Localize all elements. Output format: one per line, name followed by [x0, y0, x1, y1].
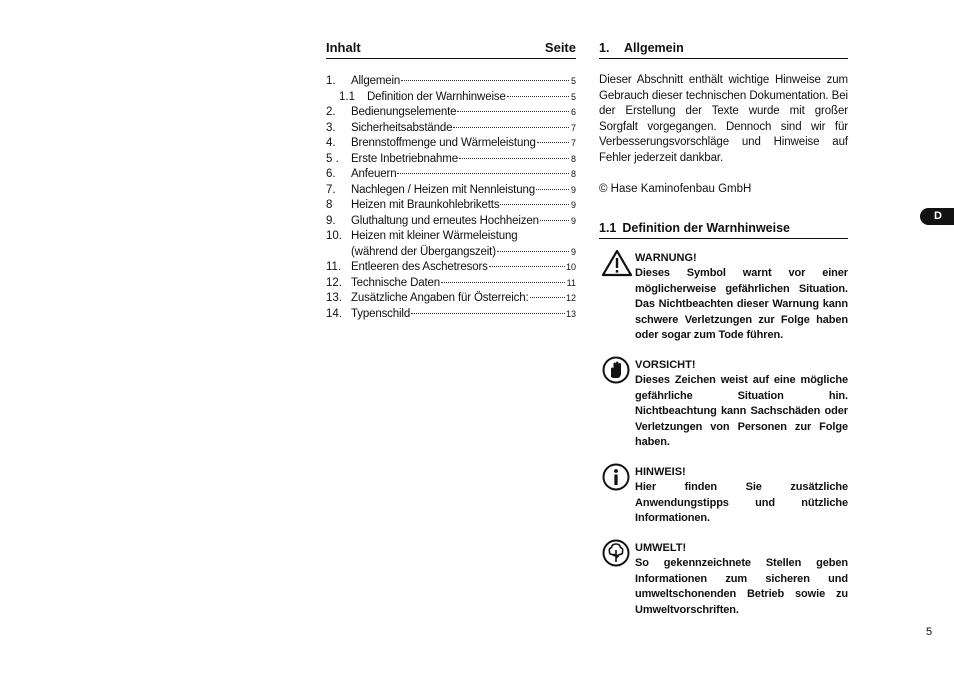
toc-entry-page: 5 — [570, 76, 576, 86]
toc-title: Inhalt — [326, 40, 361, 55]
toc-entry-number: 3. — [326, 121, 336, 134]
toc-entry-number: 4. — [326, 137, 336, 149]
toc-entry-number: 1. — [326, 75, 336, 87]
hint-info — [599, 465, 848, 527]
toc-entry — [326, 276, 576, 292]
toc-entry-page: 7 — [570, 138, 576, 148]
toc-entry-title: Bedienungselemente — [351, 106, 457, 118]
hint-environment — [599, 541, 848, 619]
toc-entry-title: Allgemein — [351, 75, 401, 87]
toc-entry-title: Typenschild — [351, 307, 411, 320]
toc-entry-page: 13 — [566, 308, 577, 319]
hint-caution — [599, 358, 848, 451]
page-number: 5 — [926, 626, 933, 638]
hint-text: So gekennzeichnete Stellen geben Informationen zum sicheren und umweltschonenden Betrieb sowie zu Umweltvorschriften. — [635, 557, 848, 616]
hint-label: VORSICHT! — [635, 358, 696, 371]
toc-entry-number: 14. — [326, 307, 342, 320]
info-icon — [601, 463, 633, 491]
toc-entry — [326, 307, 576, 323]
section-heading-allgemein — [599, 40, 848, 59]
toc-entry — [326, 136, 576, 152]
section-heading-warnhinweise — [599, 220, 848, 239]
toc-entry-number: 12. — [326, 276, 342, 289]
toc-entry-page: 8 — [570, 169, 576, 179]
toc-entry-continuation — [326, 245, 576, 261]
toc-leader-dots — [537, 141, 569, 143]
toc-leader-dots — [411, 312, 565, 314]
subsection-title: Definition der Warnhinweise — [622, 220, 790, 235]
subsection-number: 1.1 — [599, 220, 617, 235]
toc-entry-number: 10. — [326, 230, 342, 242]
toc-header — [326, 40, 576, 59]
toc-entry-title: Gluthaltung und erneutes Hochheizen — [351, 214, 539, 227]
toc-entry-number: 5 . — [326, 152, 339, 165]
toc-entry — [326, 152, 576, 168]
toc-entry-title: Erste Inbetriebnahme — [351, 152, 458, 165]
toc-leader-dots — [489, 265, 565, 267]
hint-label: WARNUNG! — [635, 251, 697, 264]
toc-entry-page: 11 — [566, 277, 576, 288]
toc-entry-page: 9 — [570, 200, 576, 210]
toc-entry-number: 9. — [326, 214, 336, 227]
toc-entry-title: Heizen mit kleiner Wärmeleistung — [351, 230, 518, 242]
toc-leader-dots — [497, 250, 569, 252]
toc-entry-page: 7 — [570, 122, 576, 133]
toc-entry-page: 10 — [566, 262, 577, 272]
section-title: Allgemein — [624, 41, 684, 55]
toc-leader-dots — [540, 219, 569, 221]
toc-entry-title: Zusätzliche Angaben für Österreich: — [351, 292, 529, 304]
hint-warning — [599, 251, 848, 344]
toc-entry — [326, 291, 576, 307]
hint-text: Dieses Zeichen weist auf eine mögliche gefährliche Situation hin. Nichtbeachtung kann Sachschäden oder Verletzungen von Personen zur Folge haben. — [635, 374, 848, 448]
caution-hand-icon — [601, 356, 633, 384]
toc-entry-title: Sicherheitsabstände — [351, 121, 453, 134]
toc-leader-dots — [457, 110, 569, 112]
toc-entry-title: Definition der Warnhinweise — [367, 90, 506, 103]
toc-entry-page: 9 — [570, 215, 576, 226]
hint-label: UMWELT! — [635, 541, 687, 554]
intro-paragraph: Dieser Abschnitt enthält wichtige Hinweise zum Gebrauch dieser technischen Dokumentation. Bei der Erstellung der Texte wurde mit großer Sorgfalt vorgegangen. Dennoch sind wir für Verbesserungsvorschläge und Hinweise auf Fehler jederzeit dankbar. — [599, 74, 848, 164]
toc-entry-number: 2. — [326, 106, 336, 118]
toc-entry-page: 9 — [570, 246, 576, 257]
hint-text: Dieses Symbol warnt vor einer möglicherweise gefährlichen Situation. Das Nichtbeachten dieser Warnung kann schwere Verletzungen zur Folge haben oder sogar zum Tode führen. — [635, 267, 848, 341]
toc-leader-dots — [453, 126, 569, 128]
toc-entry-title: Technische Daten — [351, 276, 441, 289]
toc-entry-number: 7. — [326, 183, 336, 196]
hint-label: HINWEIS! — [635, 465, 686, 478]
toc-page-header: Seite — [544, 40, 576, 55]
toc-leader-dots — [500, 203, 569, 205]
section-number: 1. — [599, 41, 610, 55]
toc-entry-page: 9 — [570, 184, 576, 195]
toc-entry-page: 12 — [566, 293, 577, 303]
toc-entry-title: Entleeren des Aschetresors — [351, 261, 488, 273]
toc-entry-title: Brennstoffmenge und Wärmeleistung — [351, 137, 536, 149]
toc-leader-dots — [459, 157, 569, 159]
environment-tree-icon — [601, 539, 633, 567]
toc-entry — [326, 74, 576, 90]
toc-entry — [326, 121, 576, 137]
toc-entry-page: 8 — [570, 153, 576, 164]
toc-leader-dots — [536, 188, 569, 190]
toc-entry — [326, 198, 576, 214]
toc-entry-number: 6. — [326, 168, 336, 180]
toc-leader-dots — [397, 172, 569, 174]
toc-entry — [326, 183, 576, 199]
language-tab: D — [920, 208, 954, 225]
toc-leader-dots — [507, 95, 569, 97]
toc-entry-title: Anfeuern — [351, 168, 397, 180]
toc-list — [326, 74, 576, 322]
toc-leader-dots — [530, 296, 565, 298]
toc-entry — [326, 214, 576, 230]
warning-triangle-icon — [601, 249, 633, 277]
table-of-contents — [326, 40, 576, 322]
toc-entry — [326, 167, 576, 183]
toc-entry-number: 11. — [326, 261, 342, 273]
toc-entry-title: Nachlegen / Heizen mit Nennleistung — [351, 183, 535, 196]
copyright-text: © Hase Kaminofenbau GmbH — [599, 183, 752, 195]
toc-entry — [326, 105, 576, 121]
toc-leader-dots — [401, 79, 569, 81]
toc-entry-number: 13. — [326, 292, 342, 304]
toc-entry-title: (während der Übergangszeit) — [351, 245, 496, 258]
toc-entry — [326, 229, 576, 245]
toc-entry-title: Heizen mit Braunkohlebriketts — [351, 199, 500, 211]
toc-entry — [326, 260, 576, 276]
toc-entry-page: 5 — [570, 91, 576, 102]
toc-entry-page: 6 — [570, 107, 576, 117]
toc-entry-number: 8 — [326, 199, 333, 211]
main-column — [599, 40, 848, 618]
toc-leader-dots — [441, 281, 565, 283]
toc-entry — [326, 90, 576, 106]
toc-entry-number: 1.1 — [339, 90, 355, 103]
hint-text: Hier finden Sie zusätzliche Anwendungstipps und nützliche Informationen. — [635, 481, 848, 524]
